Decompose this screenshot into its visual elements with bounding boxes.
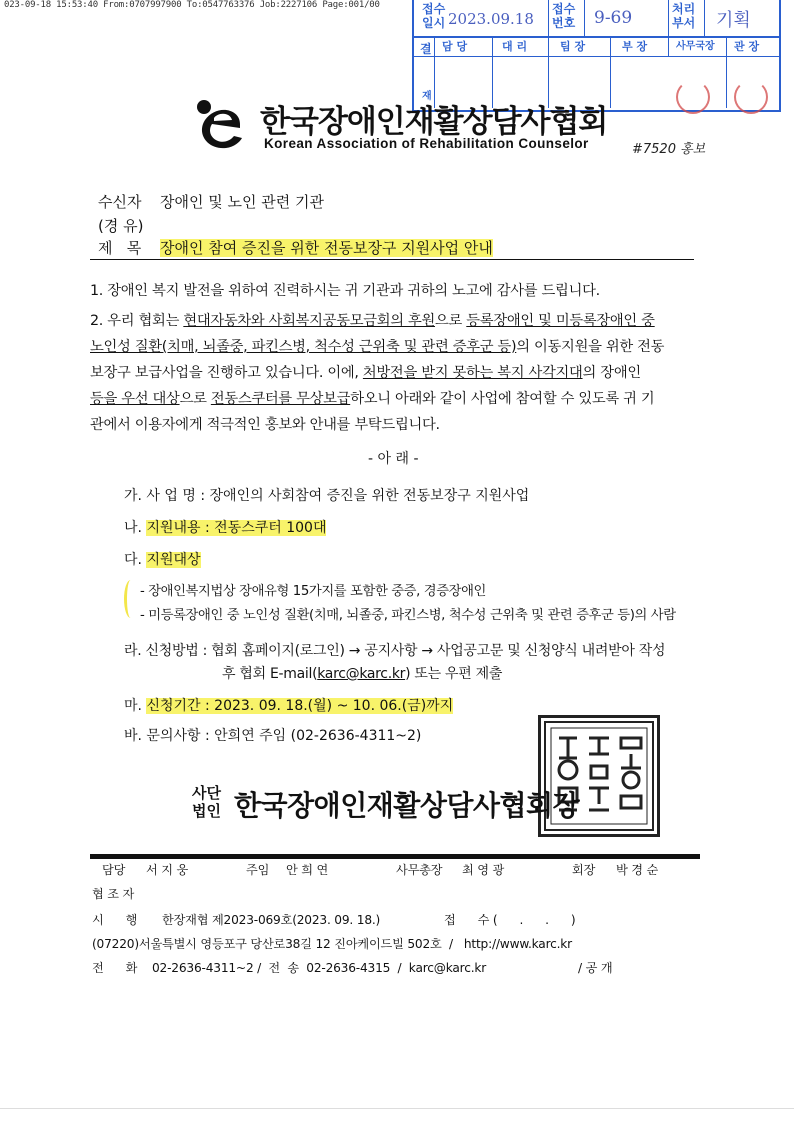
- item-da-bullet-1: - 장애인복지법상 장애유형 15가지를 포함한 중증, 경증장애인: [140, 584, 486, 599]
- item-ga-label: 가. 사 업 명 :: [124, 488, 210, 504]
- approval-row-marker: 재: [422, 91, 432, 102]
- association-logo-icon: [190, 94, 250, 154]
- p2-target: 등록장애인 및 미등록장애인 중: [466, 313, 655, 329]
- item-da-bullet-2: - 미등록장애인 중 노인성 질환(치매, 뇌졸중, 파킨스병, 척수성 근위축 및 관련 증후군 등)의 사람: [140, 608, 676, 623]
- item-ba-value: 안희연 주임 (02-2636-4311~2): [214, 728, 422, 744]
- item-ra-label: 라. 신청방법 :: [124, 643, 212, 659]
- receipt-number-value: 9-69: [594, 8, 633, 28]
- footer-staff-name-3: 최 영 광: [462, 863, 505, 877]
- p2-text: 의 이동지원을 위한 전동: [516, 339, 665, 355]
- recipient-value: 장애인 및 노인 관련 기관: [160, 193, 324, 211]
- item-ra-value-2b: ) 또는 우편 제출: [405, 666, 503, 682]
- below-marker: - 아 래 -: [368, 451, 419, 467]
- footer-staff-name-4: 박 경 순: [616, 863, 659, 877]
- highlight-bracket: [124, 580, 137, 618]
- red-approval-seal-1: [676, 80, 710, 114]
- via-label: (경 유): [98, 217, 144, 235]
- item-ga-value: 장애인의 사회참여 증진을 위한 전동보장구 지원사업: [209, 488, 530, 504]
- p2-text: 관에서 이용자에게 적극적인 홍보와 안내를 부탁드립니다.: [90, 417, 440, 433]
- item-ra-email: karc@karc.kr: [317, 666, 406, 682]
- processing-dept-label: 처리 부서: [672, 2, 696, 30]
- role-secretary-general: 사무국장: [676, 41, 715, 52]
- role-staff: 담 당: [442, 40, 468, 53]
- body-paragraph-2: [90, 308, 696, 438]
- item-ma-prefix: 마.: [124, 698, 147, 714]
- subject-value: 장애인 참여 증진을 위한 전동보장구 지원사업 안내: [160, 239, 493, 257]
- item-da-prefix: 다.: [124, 552, 147, 568]
- footer-staff-role-2: 주임: [246, 863, 270, 877]
- footer-phone-label: 전 화: [92, 961, 138, 975]
- role-assistant-manager: 대 리: [502, 40, 528, 53]
- p2-text: 으로: [179, 391, 211, 407]
- body-paragraph-1: 1. 장애인 복지 발전을 위하여 진력하시는 귀 기관과 귀하의 노고에 감사를 드립니다.: [90, 283, 600, 299]
- item-ra-value-1: 협회 홈페이지(로그인) → 공지사항 → 사업공고문 및 신청양식 내려받아 작성: [211, 643, 666, 659]
- receipt-stamp-row-roles: [414, 36, 779, 57]
- receipt-date-value: 2023.09.18: [448, 10, 534, 28]
- role-head: 관 장: [734, 40, 760, 53]
- signer-prefix-top: 사단: [192, 784, 221, 802]
- footer-address: (07220)서울특별시 영등포구 당산로38길 12 진아케이드빌 502호 / http://www.karc.kr: [92, 937, 572, 951]
- footer-staff-role-1: 담당: [102, 863, 126, 877]
- handwritten-note: #7520 홍보: [632, 142, 706, 157]
- letterhead-title: 한국장애인재활상담사협회: [260, 104, 608, 140]
- role-director: 부 장: [622, 40, 648, 53]
- item-ma-value: : 2023. 09. 18.(월) ~ 10. 06.(금)까지: [200, 698, 454, 714]
- approval-label: 결: [420, 42, 432, 56]
- item-ba-label: 바. 문의사항 :: [124, 728, 215, 744]
- item-na-label: 지원내용 :: [146, 520, 215, 536]
- item-na-value: 전동스쿠터 100대: [214, 520, 327, 536]
- fax-transmission-header: 023-09-18 15:53:40 From:0707997900 To:0547763376 Job:2227106 Page:001/00: [4, 0, 380, 10]
- footer-staff-role-4: 회장: [572, 863, 596, 877]
- p2-text: 보장구 보급사업을 진행하고 있습니다. 이에,: [90, 365, 363, 381]
- subject-label: 제 목: [98, 239, 142, 257]
- role-team-leader: 팀 장: [560, 40, 586, 53]
- red-approval-seal-2: [734, 80, 768, 114]
- recipient-label: 수신자: [98, 193, 142, 211]
- footer-doc-value: 한장재협 제2023-069호(2023. 09. 18.): [162, 913, 381, 927]
- item-na-prefix: 나.: [124, 520, 147, 536]
- subject-divider: [90, 259, 694, 260]
- footer-doc-label: 시 행: [92, 913, 138, 927]
- receipt-number-label: 접수 번호: [552, 2, 576, 30]
- signer-prefix-bottom: 법인: [192, 802, 221, 820]
- page-bottom-edge: [0, 1108, 794, 1109]
- processing-dept-value: 기획: [716, 10, 751, 31]
- p2-text: 2. 우리 협회는: [90, 313, 184, 329]
- p2-blind-spot: 처방전을 받지 못하는 복지 사각지대: [362, 365, 583, 381]
- signer-name: 한국장애인재활상담사협회장: [234, 789, 580, 822]
- item-da-label: 지원대상: [146, 552, 201, 568]
- item-ma-label: 신청기간: [146, 698, 201, 714]
- footer-staff-name-1: 서 지 웅: [146, 863, 189, 877]
- footer-disclosure: / 공 개: [578, 961, 613, 975]
- footer-phone-value: 02-2636-4311~2 / 전 송 02-2636-4315 / karc@karc.kr: [152, 961, 487, 975]
- letterhead-subtitle: Korean Association of Rehabilitation Counselor: [264, 136, 589, 151]
- p2-sponsor: 현대자동차와 사회복지공동모금회의 후원: [183, 313, 436, 329]
- p2-diseases: 노인성 질환(치매, 뇌졸중, 파킨스병, 척수성 근위축 및 관련 증후군 등): [90, 339, 517, 355]
- footer-cooperator-label: 협 조 자: [92, 887, 135, 901]
- footer-staff-name-2: 안 희 연: [286, 863, 329, 877]
- p2-free-supply: 전동스쿠터를 무상보급: [210, 391, 351, 407]
- footer-staff-role-3: 사무총장: [396, 863, 443, 877]
- footer-divider: [90, 854, 700, 859]
- p2-text: 으로: [435, 313, 467, 329]
- receipt-date-label: 접수 일시: [422, 2, 446, 30]
- p2-priority: 등을 우선 대상: [90, 391, 180, 407]
- p2-text: 하오니 아래와 같이 사업에 참여할 수 있도록 귀 기: [350, 391, 655, 407]
- p2-text: 의 장애인: [582, 365, 641, 381]
- item-ra-value-2a: 후 협회 E-mail(: [222, 666, 318, 682]
- footer-receipt: 접 수 ( . . ): [444, 913, 576, 927]
- signer-prefix: [192, 784, 221, 820]
